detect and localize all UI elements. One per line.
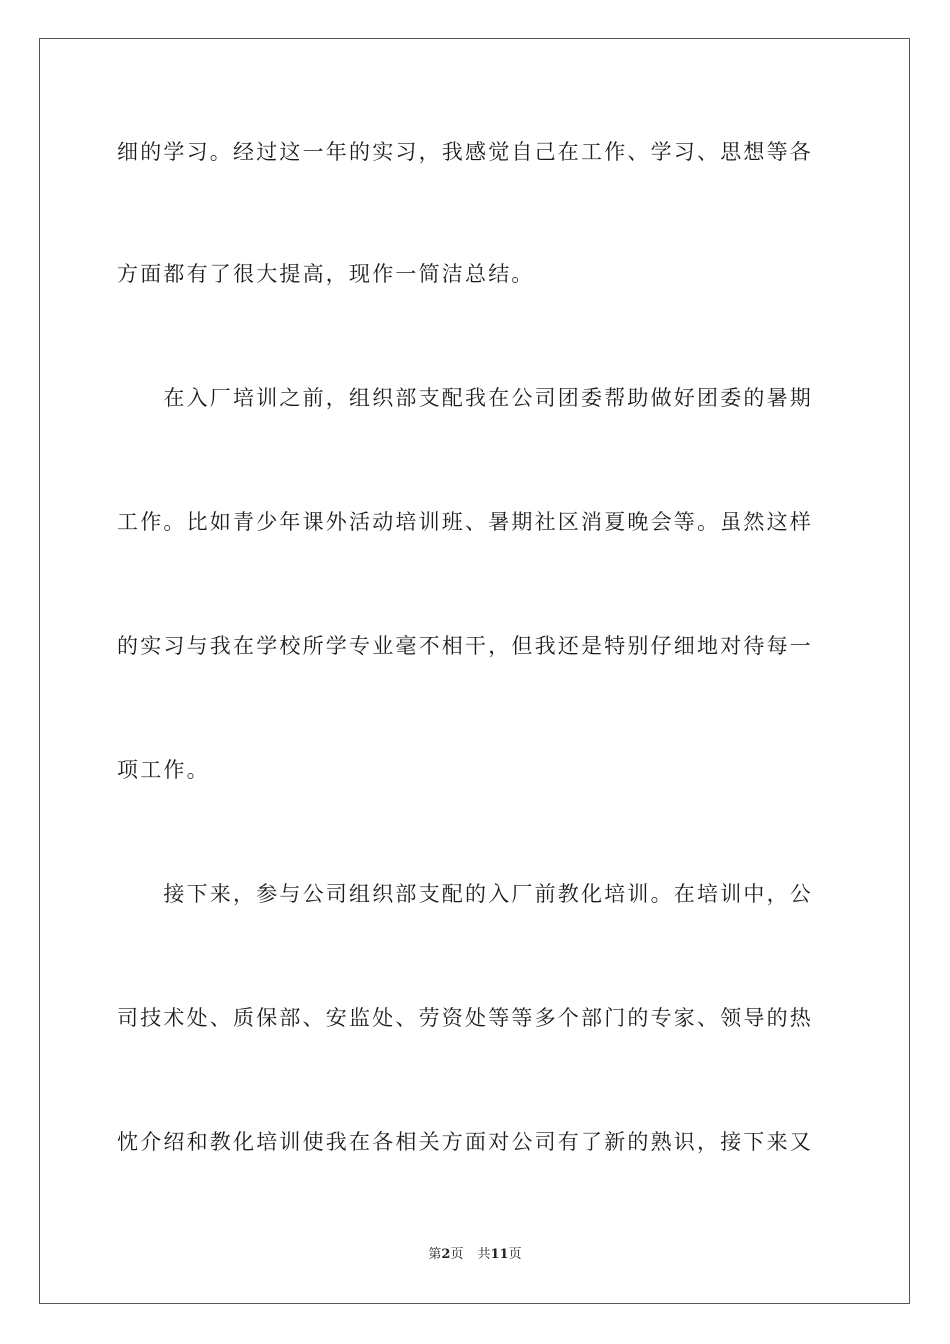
text-line: 项工作。 <box>117 758 210 782</box>
page-border <box>39 38 910 1304</box>
text-line: 方面都有了很大提高，现作一简洁总结。 <box>117 262 535 286</box>
text-line: 细的学习。经过这一年的实习，我感觉自己在工作、学习、思想等各 <box>117 140 813 164</box>
total-page-number: 11 <box>490 1247 509 1262</box>
total-pages-indicator: 共11页 <box>477 1247 522 1262</box>
paragraph-start-line: 接下来，参与公司组织部支配的入厂前教化培训。在培训中，公 <box>117 882 813 906</box>
page-footer <box>0 1246 950 1264</box>
text-line: 工作。比如青少年课外活动培训班、暑期社区消夏晚会等。虽然这样 <box>117 510 813 534</box>
page-indicator: 第2页 <box>428 1247 464 1262</box>
text-line: 忱介绍和教化培训使我在各相关方面对公司有了新的熟识，接下来又 <box>117 1130 813 1154</box>
text-line: 的实习与我在学校所学专业毫不相干，但我还是特别仔细地对待每一 <box>117 634 813 658</box>
paragraph-start-line: 在入厂培训之前，组织部支配我在公司团委帮助做好团委的暑期 <box>117 386 813 410</box>
current-page-number: 2 <box>441 1247 451 1262</box>
text-line: 司技术处、质保部、安监处、劳资处等等多个部门的专家、领导的热 <box>117 1006 813 1030</box>
